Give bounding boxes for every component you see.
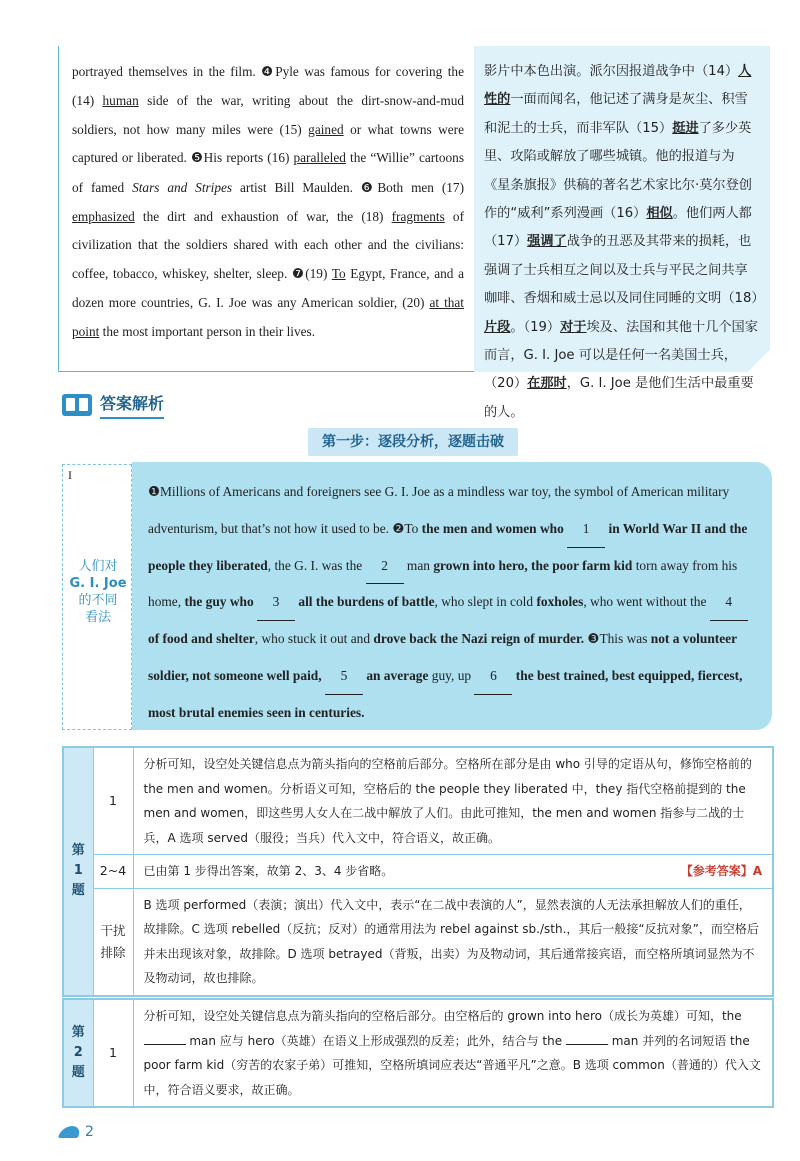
blank-3: 3 (257, 584, 295, 621)
blank-6: 6 (474, 658, 512, 695)
page-icon (58, 1126, 82, 1138)
step-title: 第一步：逐段分析，逐题击破 (308, 428, 518, 456)
distractor-label: 干扰 排除 (93, 888, 133, 996)
answer-section-header (62, 392, 164, 418)
distractor-text: B 选项 performed（表演；演出）代入文中，表示“在二战中表演的人”，显然表演的人无法承担解放人们的重任，故排除。C 选项 rebelled（反抗；反对）的通常用法为 rebel against sb./sth.，其后一般接“反抗对象”，而空格后并未出现该对象，故排除。D 选项 betrayed（背叛，出卖）为及物动词，其后通常接宾语，而空格所填词显然为不及物动词，故也排除。 (133, 888, 773, 996)
english-passage: portrayed themselves in the film. ❹Pyle was famous for covering the (14) human side of the war, writing about the dirt-snow-and-mud soldiers, not how many miles were (15) gained or what towns were captured or liberated. ❺His reports (16) paralleled the “Willie” cartoons of famed Stars and Stripes artist Bill Maulden. ❻Both men (17) emphasized the dirt and exhaustion of war, the (18) fragments of civilization that the soldiers shared with each other and the civilians: coffee, tobacco, whiskey, shelter, sleep. ❼(19) To Egypt, France, and a dozen more countries, G. I. Joe was any American soldier, (20) at that point the most important person in their lives. (72, 64, 465, 339)
side-note: 人们对 G. I. Joe 的不同 看法 (69, 559, 127, 625)
answer-16: paralleled (293, 150, 346, 166)
book-icon (62, 394, 92, 416)
answer-14: human (102, 93, 139, 109)
step-1-text: 分析可知，设空处关键信息点为箭头指向的空格后部分。由空格后的 grown into hero（成长为英雄）可知，the man 应与 hero（英雄）在语义上形成强烈的反差；此外，结合与 the man 并列的名词短语 the poor farm kid（穷苦的农家子弟）可推知，空格所填词应表达“普通平凡”之意。B 选项 common（普通的）代入文中，符合语义要求，故正确。 (133, 999, 773, 1107)
page-number: 2 (85, 1124, 94, 1140)
step-2-4-text: 已由第 1 步得出答案，故第 2、3、4 步省略。 【参考答案】A (133, 855, 773, 889)
answer-15: gained (308, 121, 344, 137)
step-number: 1 (93, 747, 133, 855)
blank-5: 5 (325, 658, 363, 695)
answer-19: To (331, 265, 346, 281)
answer-20: at that point (72, 295, 465, 339)
blank-2: 2 (366, 548, 404, 585)
section-title: 答案解析 (100, 391, 164, 419)
blank-4: 4 (710, 584, 748, 621)
step-number: 2~4 (93, 855, 133, 889)
question-label: 第 2 题 (63, 999, 93, 1107)
step-1-text: 分析可知，设空处关键信息点为箭头指向的空格前后部分。空格所在部分是由 who 引导的定语从句，修饰空格前的 the men and women。分析语义可知，空格后的 the people they liberated 中，they 指代空格前提到的 the men and women，即这些男人女人在二战中解放了人们。由此可推知，the men and women 指参与二战的士兵，A 选项 served（服役；当兵）代入文中，符合语义，故正确。 (133, 747, 773, 855)
step-number: 1 (93, 999, 133, 1107)
question-1-table (62, 746, 774, 997)
question-2-table (62, 998, 774, 1108)
answer-17: emphasized (72, 209, 135, 225)
paragraph-number: I (68, 468, 72, 482)
question-label: 第 1 题 (63, 747, 93, 996)
page-curl (747, 349, 771, 373)
page-footer (60, 1124, 94, 1140)
analysis-text: ❶Millions of Americans and foreigners see G. I. Joe as a mindless war toy, the symbol of American military adventurism, but that’s not how it used to be. ❷To the men and women who 1 in World War II and the people they liberated, the G. I. was the 2 man grown into hero, the poor farm kid torn away from his home, the guy who 3 all the burdens of battle, who slept in cold foxholes, who went without the 4 of food and shelter, who stuck it out and drove back the Nazi reign of murder. ❸This was not a volunteer soldier, not someone well paid, 5 an average guy, up 6 the best trained, best equipped, fiercest, most brutal enemies seen in centuries. (148, 484, 748, 720)
answer-18: fragments (391, 209, 445, 225)
chinese-translation: 影片中本色出演。派尔因报道战争中（14）人性的一面而闻名，他记述了满身是灰尘、积雪和泥土的士兵，而非军队（15）挺进了多少英里、攻陷或解放了哪些城镇。他的报道与为《星条旗报》供稿的著名艺术家比尔·莫尔登创作的“威利”系列漫画（16）相似。他们两人都（17）强调了战争的丑恶及其带来的损耗，也强调了士兵相互之间以及士兵与平民之间共享咖啡、香烟和威士忌以及同住同睡的文明（18）片段。（19）对于埃及、法国和其他十几个国家而言，G. I. Joe 可以是任何一名美国士兵，（20）在那时，G. I. Joe 是他们生活中最重要的人。 (474, 46, 770, 372)
blank-1: 1 (567, 511, 605, 548)
reference-answer: 【参考答案】A (680, 864, 762, 878)
